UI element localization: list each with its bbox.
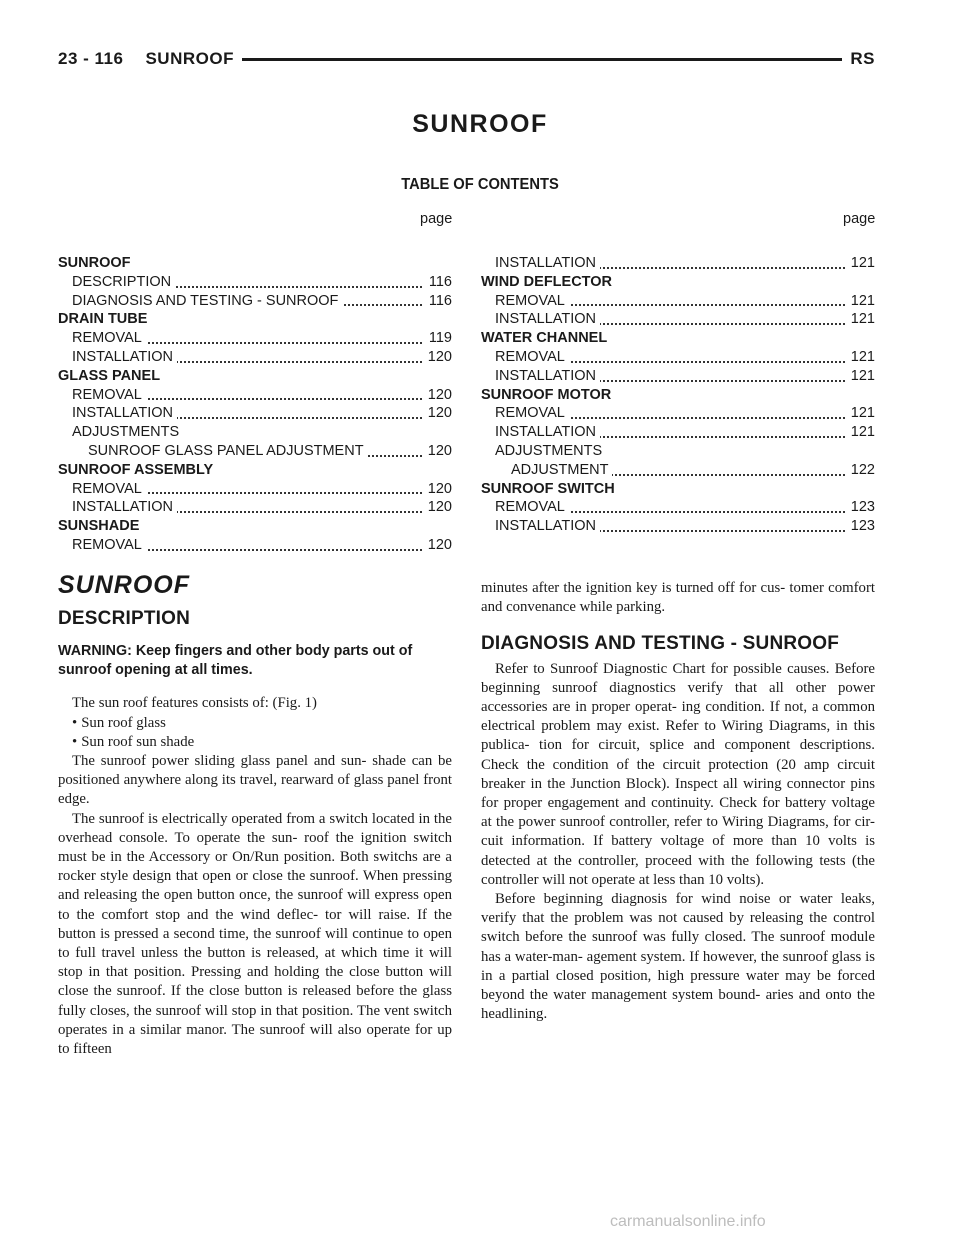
toc-entry-page: 121 <box>850 311 875 328</box>
toc-entry <box>58 498 452 517</box>
header-section: SUNROOF <box>145 49 234 68</box>
toc-entry-page: 120 <box>427 405 452 422</box>
toc-entry-label: REMOVAL <box>495 349 569 365</box>
toc-entry <box>58 536 452 555</box>
toc-entry-label: DESCRIPTION <box>72 274 175 290</box>
toc-entry <box>481 498 875 517</box>
toc-entry <box>481 404 875 423</box>
toc-entry <box>481 273 875 292</box>
toc-entry-label: SUNSHADE <box>58 518 143 534</box>
toc-entry-label: DIAGNOSIS AND TESTING - SUNROOF <box>72 293 342 309</box>
toc-page-label-right: page <box>843 211 876 227</box>
toc-entry <box>481 329 875 348</box>
toc-entry <box>481 367 875 386</box>
toc-entry <box>58 292 452 311</box>
toc-entry-label: INSTALLATION <box>495 368 600 384</box>
toc-entry <box>481 292 875 311</box>
toc-entry <box>481 442 875 461</box>
toc-entry <box>481 310 875 329</box>
toc-entry-page: 121 <box>850 405 875 422</box>
watermark: carmanualsonline.info <box>610 1213 766 1230</box>
toc-title: TABLE OF CONTENTS <box>401 176 559 193</box>
toc-entry-page: 120 <box>427 442 452 459</box>
toc-entry-page: 121 <box>850 292 875 309</box>
toc-entry <box>58 310 452 329</box>
toc-entry <box>58 423 452 442</box>
toc-entry <box>481 423 875 442</box>
toc-entry-label: SUNROOF MOTOR <box>481 387 615 403</box>
toc-entry-label: INSTALLATION <box>72 405 177 421</box>
diagnosis-heading: DIAGNOSIS AND TESTING - SUNROOF <box>481 633 840 655</box>
toc-entry-label: REMOVAL <box>72 387 146 403</box>
intro-text: The sun roof features consists of: (Fig. 1) <box>72 695 317 712</box>
toc-entry-page: 122 <box>850 461 875 478</box>
page-header <box>58 48 875 70</box>
header-model: RS <box>850 49 875 68</box>
toc-entry-label: ADJUSTMENTS <box>72 424 183 440</box>
toc-entry-label: WIND DEFLECTOR <box>481 274 616 290</box>
page-number: 23 - 116 <box>58 49 124 68</box>
toc-entry-page: 119 <box>428 330 452 347</box>
toc-entry <box>481 348 875 367</box>
section-title: SUNROOF <box>58 571 190 599</box>
toc-entry-page: 116 <box>428 292 452 309</box>
toc-entry-label: INSTALLATION <box>495 424 600 440</box>
toc-entry-page: 121 <box>850 255 875 271</box>
toc-entry-page: 121 <box>850 424 875 441</box>
toc-entry-label: REMOVAL <box>72 330 146 346</box>
toc-entry-page: 116 <box>428 273 452 290</box>
toc-entry <box>58 442 452 461</box>
toc-entry-label: REMOVAL <box>495 293 569 309</box>
toc-entry <box>58 329 452 348</box>
toc-entry-label: INSTALLATION <box>495 255 600 271</box>
toc-entry-page: 120 <box>427 499 452 516</box>
toc-entry-label: WATER CHANNEL <box>481 330 611 346</box>
toc-entry <box>481 461 875 480</box>
bullet-item: • Sun roof sun shade <box>72 733 195 750</box>
paragraph: Before beginning diagnosis for wind noise or water leaks, verify that the problem was not caused by releasing the control switch before the sunroof was fully closed. The sunroof module has a water-man- agement system. If however, the sunroof glass is in a partial closed position, high pressure water may be forced beyond the water management system bound- aries and onto the headlining. <box>481 891 875 1023</box>
toc-right-column <box>481 254 875 536</box>
description-heading: DESCRIPTION <box>58 608 191 630</box>
toc-entry <box>58 367 452 386</box>
paragraph: Refer to Sunroof Diagnostic Chart for possible causes. Before beginning sunroof diagnostics verify that all other power accessories are in proper operat- ing condition. If not, a common electrical problem may exist. Refer to Wiring Diagrams, in this publica- tion for circuit, splice and component descriptions. Check the condition of the circuit protection (20 amp circuit breaker in the Junction Block). Inspect all wiring connector pins for proper engagement and continuity. Check for battery voltage at the power sunroof controller, refer to Wiring Diagrams, for cir- cuit information. If battery voltage of more than 10 volts is detected at the controller, proceed with the following tests (the controller will not operate at less than 10 volts). <box>481 660 875 888</box>
body-right-column <box>481 579 875 1024</box>
toc-entry-label: REMOVAL <box>495 499 569 515</box>
toc-entry <box>58 480 452 499</box>
toc-page-label-left: page <box>420 211 453 227</box>
toc-entry <box>481 517 875 536</box>
toc-entry <box>481 254 875 273</box>
toc-entry-label: SUNROOF ASSEMBLY <box>58 462 217 478</box>
toc-entry-label: SUNROOF <box>58 255 135 271</box>
toc-entry <box>481 386 875 405</box>
toc-entry-label: ADJUSTMENTS <box>495 443 606 459</box>
toc-entry-page: 123 <box>850 518 875 535</box>
toc-entry-label: SUNROOF GLASS PANEL ADJUSTMENT <box>88 443 368 459</box>
toc-entry-label: SUNROOF SWITCH <box>481 481 619 497</box>
toc-entry-page: 120 <box>427 348 452 365</box>
toc-entry <box>58 517 452 536</box>
toc-entry-page: 123 <box>850 499 875 516</box>
toc-entry-label: ADJUSTMENT <box>511 462 612 478</box>
page-title: SUNROOF <box>412 110 548 138</box>
toc-entry-page: 120 <box>427 386 452 403</box>
header-rule <box>242 58 842 61</box>
toc-entry <box>58 461 452 480</box>
toc-entry <box>58 404 452 423</box>
toc-entry-label: INSTALLATION <box>495 518 600 534</box>
toc-entry <box>58 386 452 405</box>
toc-entry-label: INSTALLATION <box>495 311 600 327</box>
toc-entry-label: REMOVAL <box>72 481 146 497</box>
toc-left-column <box>58 254 452 555</box>
toc-entry-page: 121 <box>850 348 875 365</box>
paragraph: minutes after the ignition key is turned off for cus- tomer comfort and convenance while parking. <box>481 580 875 616</box>
toc-entry <box>58 348 452 367</box>
paragraph: The sunroof power sliding glass panel and sun- shade can be positioned anywhere along its travel, rearward of glass panel front edge. <box>58 753 452 808</box>
toc-entry-label: REMOVAL <box>72 537 146 553</box>
toc-entry-page: 120 <box>427 536 452 553</box>
toc-entry <box>481 480 875 499</box>
body-left-column <box>58 570 452 1059</box>
toc-entry-page: 121 <box>850 367 875 384</box>
toc-entry-label: REMOVAL <box>495 405 569 421</box>
bullet-item: • Sun roof glass <box>72 714 166 731</box>
toc-entry <box>58 273 452 292</box>
toc-entry-label: INSTALLATION <box>72 499 177 515</box>
toc-entry-label: DRAIN TUBE <box>58 311 151 327</box>
toc-entry <box>58 254 452 273</box>
paragraph: The sunroof is electrically operated from a switch located in the overhead console. To operate the sun- roof the ignition switch must be in the Accessory or On/Run position. Both switchs are a rocker style design that open or close the sunroof. When pressing and releasing the open button once, the sunroof will express open to the comfort stop and the wind deflec- tor will raise. If the button is pressed a second time, the sunroof will continue to open to full travel unless the button is released, at which time it will stop in that position. Pressing and holding the close button will close the sunroof. If the close button is released before the glass fully closes, the sunroof will stop in that position. The vent switch operates in a similar manor. The sunroof will also operate for up to fifteen <box>58 810 452 1058</box>
warning-text: WARNING: Keep fingers and other body parts out of sunroof opening at all times. <box>58 643 413 679</box>
toc-entry-label: GLASS PANEL <box>58 368 164 384</box>
toc-entry-label: INSTALLATION <box>72 349 177 365</box>
toc-entry-page: 120 <box>427 480 452 497</box>
